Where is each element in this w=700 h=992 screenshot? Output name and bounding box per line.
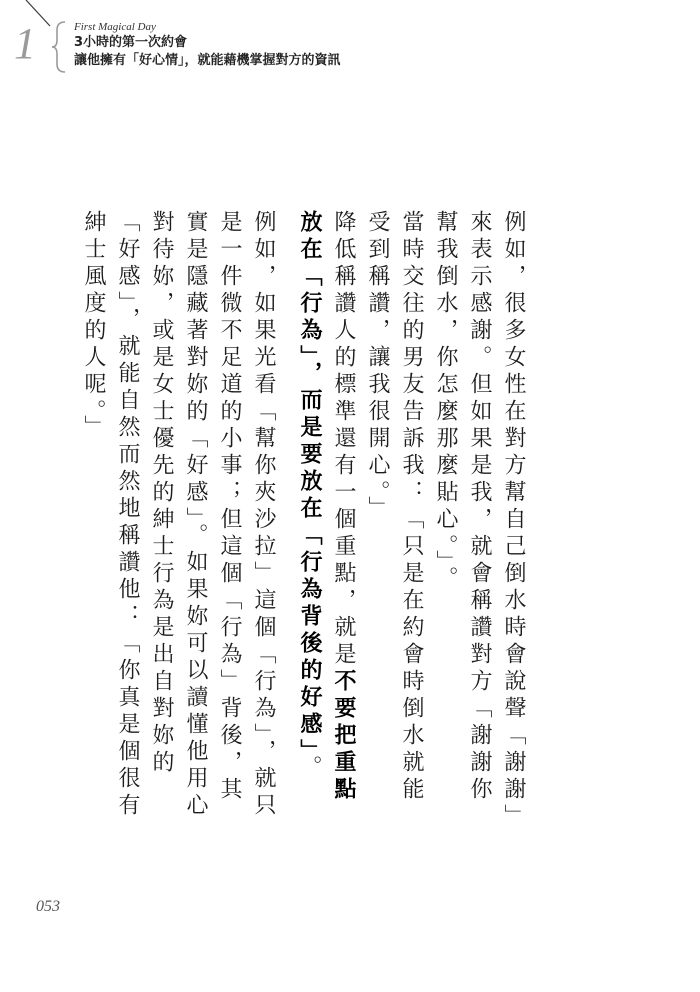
paragraph-3-end: 。 <box>297 755 322 782</box>
brace-decoration <box>50 20 70 74</box>
running-header-subtitle: First Magical Day <box>74 21 156 33</box>
chapter-number: 1 <box>14 19 36 68</box>
paragraph-2: 當時交往的男友告訴我：「只是在約會時倒水就能受到稱讚，讓我很開心。」 <box>365 210 424 804</box>
emphasis-text: 不要把重點放在「行為」，而是要放在「行為背後的好感」 <box>297 210 356 804</box>
running-header <box>74 21 341 70</box>
paragraph-3-text: 降低稱讚人的標準還有一個重點，就是 <box>331 210 356 669</box>
paragraph-3 <box>292 188 360 828</box>
running-header-title-line-1: 3小時的第一次約會 <box>74 35 188 50</box>
page-number: 053 <box>36 898 60 915</box>
running-header-title-line-2: 讓他擁有「好心情」，就能藉機掌握對方的資訊 <box>74 53 341 68</box>
vertical-body-text <box>76 188 530 828</box>
paragraph-1: 例如，很多女性在對方幫自己倒水時會說聲「謝謝」來表示感謝。但如果是我，就會稱讚對方「謝謝你幫我倒水，你怎麼那麼貼心。」。 <box>433 210 526 820</box>
paragraph-4: 例如，如果光看「幫你夾沙拉」這個「行為」，就只是一件微不足道的小事；但這個「行為」背後，其實是隱藏著對妳的「好感」。如果妳可以讀懂他用心對待妳，或是女士優先的紳士行為是出自對妳的「好感」，就能自然而然地稱讚他：「你真是個很有紳士風度的人呢。」 <box>81 210 276 820</box>
